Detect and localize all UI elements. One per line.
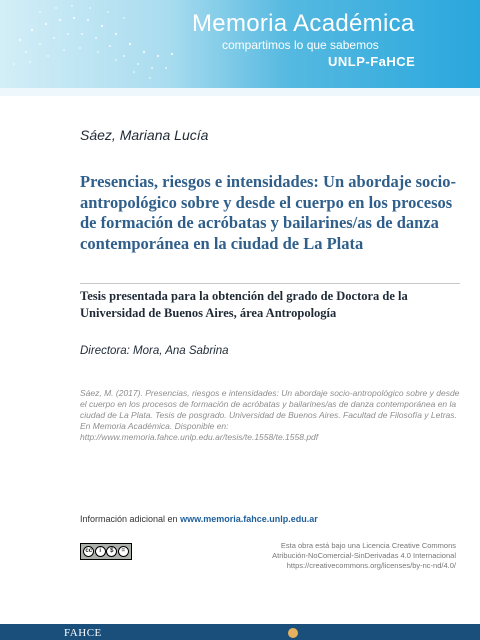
noderivatives-icon: = — [118, 546, 129, 557]
cc-icon: cc — [83, 546, 94, 557]
footer-fahce-label: FAHCE — [64, 627, 102, 639]
license-text — [216, 541, 456, 571]
license-line-2: Atribución-NoComercial-SinDerivadas 4.0 Internacional — [272, 551, 456, 560]
creative-commons-badge[interactable] — [80, 543, 132, 560]
brand-org: UNLP-FaHCE — [328, 54, 416, 69]
license-line-1: Esta obra está bajo una Licencia Creative Commons — [280, 541, 456, 550]
header-banner — [0, 0, 480, 88]
license-url[interactable]: https://creativecommons.org/licenses/by-nc-nd/4.0/ — [286, 561, 456, 570]
brand-title: Memoria Académica — [192, 10, 415, 37]
director-line: Directora: Mora, Ana Sabrina — [80, 345, 229, 357]
citation-text: Sáez, M. (2017). Presencias, riesgos e intensidades: Un abordaje socio-antropológico sobre y desde el cuerpo en los procesos de formación de acróbatas y bailarines/as de danza contemporánea en la ciudad de La Plata. Tesis de posgrado. Universidad de Buenos Aires. Facultad de Filosofía y Letras. En Memoria Académica. Disponible en: http://www.memoria.fahce.unlp.edu.ar/tesis/te.1558/te.1558.pdf — [80, 388, 460, 442]
memoria-link[interactable]: www.memoria.fahce.unlp.edu.ar — [180, 514, 318, 524]
by-person-icon: i — [95, 546, 106, 557]
document-title: Presencias, riesgos e intensidades: Un abordaje socio-antropológico sobre y desde el cuerpo en los procesos de formación de acróbatas y bailarines/as de danza contemporánea en la ciudad de La Plata — [80, 172, 456, 253]
additional-info — [80, 514, 318, 524]
noncommercial-icon: $ — [106, 546, 117, 557]
degree-statement: Tesis presentada para la obtención del grado de Doctora de la Universidad de Buenos Aires, área Antropología — [80, 289, 408, 320]
title-divider — [80, 283, 460, 284]
university-seal-icon — [288, 628, 298, 638]
banner-divider — [0, 88, 480, 96]
dotted-wave-decoration-icon — [0, 0, 200, 88]
footer-bar — [0, 624, 480, 640]
brand-subtitle: compartimos lo que sabemos — [222, 38, 379, 52]
additional-info-prefix: Información adicional en — [80, 514, 181, 524]
author-name: Sáez, Mariana Lucía — [80, 127, 209, 143]
